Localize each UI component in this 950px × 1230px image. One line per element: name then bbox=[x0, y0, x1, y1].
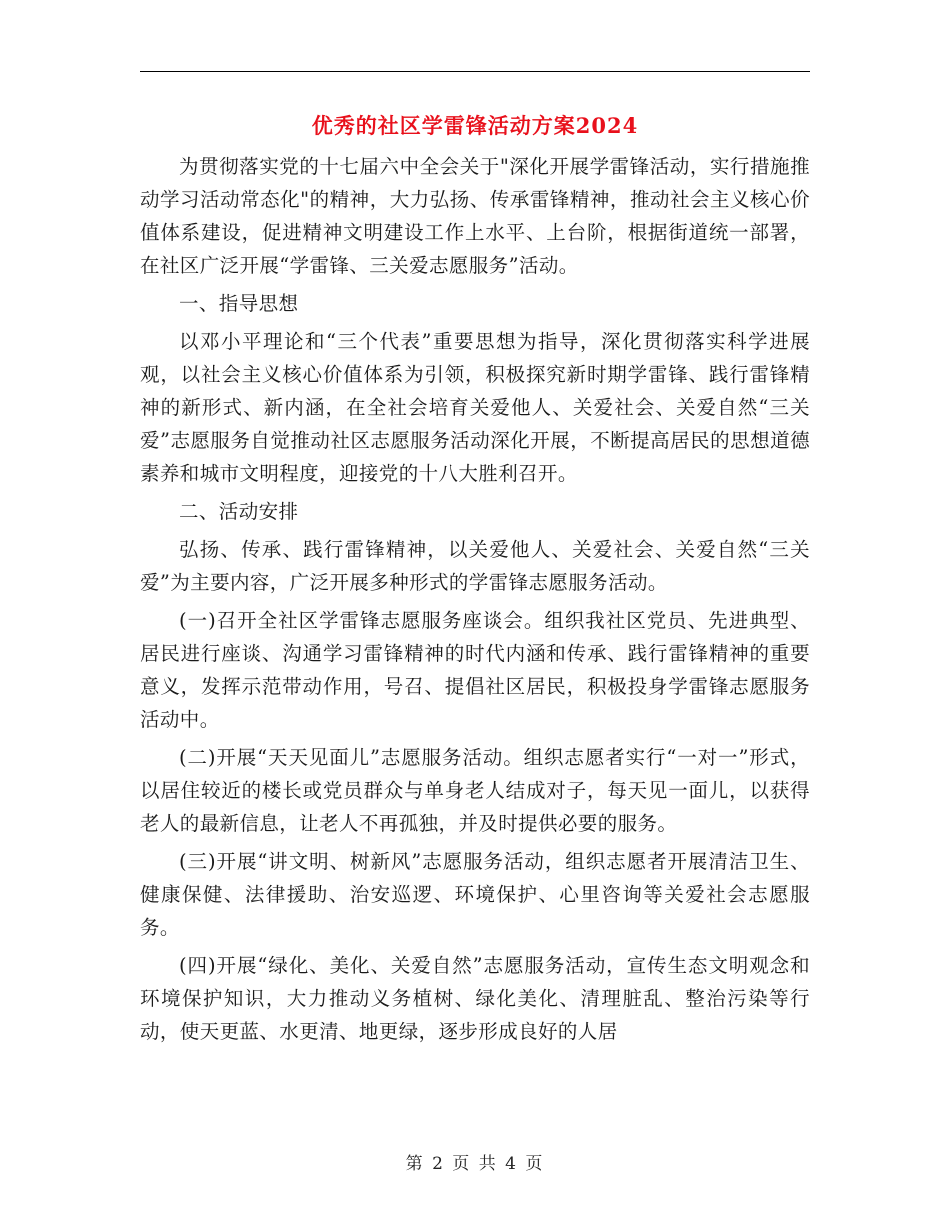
paragraph-intro: 为贯彻落实党的十七届六中全会关于"深化开展学雷锋活动，实行措施推动学习活动常态化"的精神，大力弘扬、传承雷锋精神，推动社会主义核心价值体系建设，促进精神文明建设工作上水平、上台阶，根据街道统一部署，在社区广泛开展“学雷锋、三关爱志愿服务”活动。 bbox=[140, 155, 810, 277]
header-rule bbox=[140, 71, 810, 72]
paragraph-guiding-thought: 以邓小平理论和“三个代表”重要思想为指导，深化贯彻落实科学进展观，以社会主义核心价值体系为引领，积极探究新时期学雷锋、践行雷锋精神的新形式、新内涵，在全社会培育关爱他人、关爱社会、关爱自然“三关爱”志愿服务自觉推动社区志愿服务活动深化开展，不断提高居民的思想道德素养和城市文明程度，迎接党的十八大胜利召开。 bbox=[140, 330, 810, 485]
paragraph-item-2: (二)开展“天天见面儿”志愿服务活动。组织志愿者实行“一对一”形式，以居住较近的楼长或党员群众与单身老人结成对子，每天见一面儿，以获得老人的最新信息，让老人不再孤独，并及时提供必要的服务。 bbox=[140, 746, 810, 835]
document-title: 优秀的社区学雷锋活动方案2024 bbox=[311, 113, 639, 138]
page-number: 第 2 页 共 4 页 bbox=[405, 1154, 545, 1174]
paragraph-item-4: (四)开展“绿化、美化、关爱自然”志愿服务活动，宣传生态文明观念和环境保护知识，大力推动义务植树、绿化美化、清理脏乱、整治污染等行动，使天更蓝、水更清、地更绿，逐步形成良好的人居 bbox=[140, 954, 810, 1043]
paragraph-activity-arrangement: 弘扬、传承、践行雷锋精神，以关爱他人、关爱社会、关爱自然“三关爱”为主要内容，广泛开展多种形式的学雷锋志愿服务活动。 bbox=[140, 538, 810, 594]
heading-guiding-thought: 一、指导思想 bbox=[179, 292, 299, 315]
heading-activity-arrangement: 二、活动安排 bbox=[179, 500, 299, 523]
paragraph-item-3: (三)开展“讲文明、树新风”志愿服务活动，组织志愿者开展清洁卫生、健康保健、法律援助、治安巡逻、环境保护、心里咨询等关爱社会志愿服务。 bbox=[140, 850, 810, 939]
paragraph-item-1: (一)召开全社区学雷锋志愿服务座谈会。组织我社区党员、先进典型、居民进行座谈、沟通学习雷锋精神的时代内涵和传承、践行雷锋精神的重要意义，发挥示范带动作用，号召、提倡社区居民，积极投身学雷锋志愿服务活动中。 bbox=[140, 609, 810, 731]
document-body bbox=[140, 150, 810, 1053]
